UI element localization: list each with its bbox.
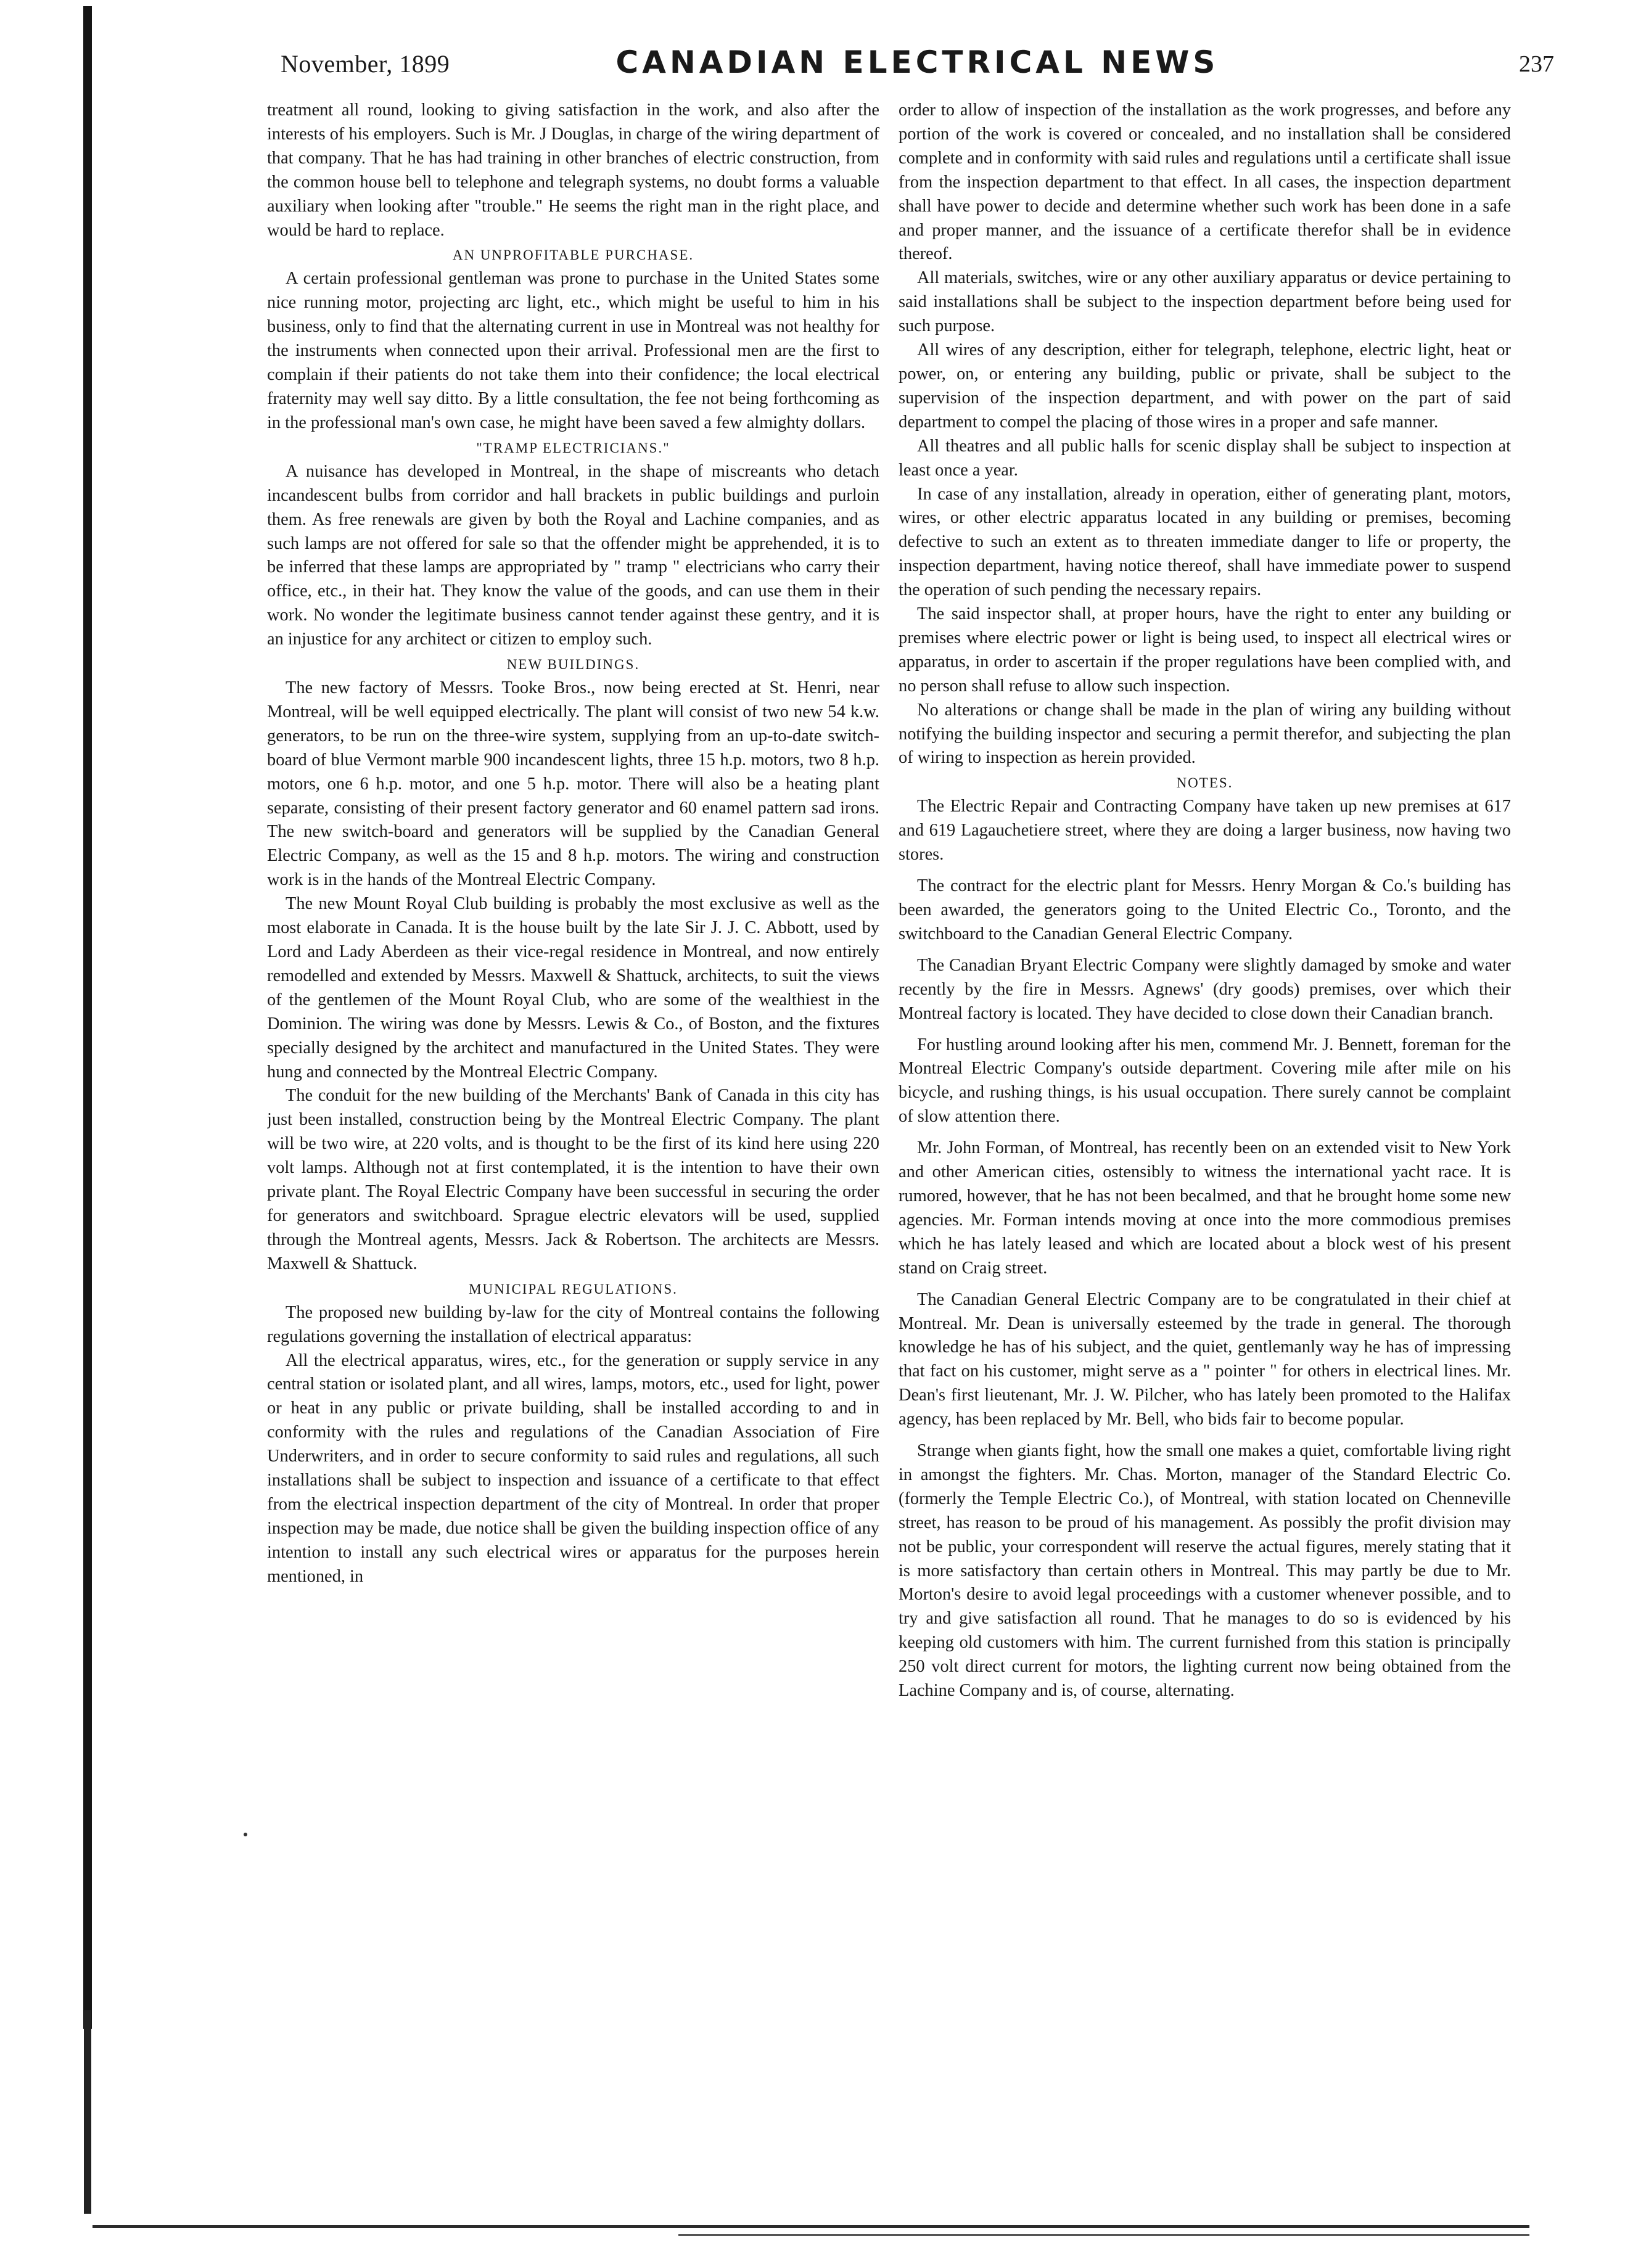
news-note: Strange when giants fight, how the small one makes a quiet, comfortable living right in amongst the fighters. Mr. Chas. Morton, manager of the Standard Electric Co. (formerly the Temple Electric Co.), of Montreal, with station located on Chenneville street, has reason to be proud of his management. As possibly the profit division may not be public, your correspondent will reserve the actual figures, merely stating that it is more satisfactory than certain others in Montreal. This may partly be due to Mr. Morton's desire to avoid legal proceedings with a customer whenever possible, and to try and give satisfaction all round. That he manages to do so is evidenced by his keeping old customers with him. The current furnished from this station is principally 250 volt direct current for motors, the lighting current now being obtained from the Lachine Company and is, of course, alternating. <box>899 1441 1511 1701</box>
news-note: For hustling around looking after his men, commend Mr. J. Bennett, foreman for the Montreal Electric Company's outside department. Covering mile after mile on his bicycle, and rushing things, is his usual occupation. There surely cannot be complaint of slow attention there. <box>899 1035 1511 1127</box>
news-note: The Electric Repair and Contracting Company have taken up new premises at 617 and 619 Lagauchetiere street, where they are doing a larger business, now having two stores. <box>899 797 1511 865</box>
section-heading: "TRAMP ELECTRICIANS." <box>476 440 670 456</box>
news-note: The Canadian General Electric Company are to be congratulated in their chief at Montreal. Mr. Dean is universally esteemed by the trade in general. The thorough knowledge he has of his subject, and the quiet, gentlemanly way he has of impressing that fact on his customer, might serve as a " pointer " for others in electrical lines. Mr. Dean's first lieutenant, Mr. J. W. Pilcher, who has lately been promoted to the Halifax agency, has been replaced by Mr. Bell, who bids fair to become popular. <box>899 1289 1511 1429</box>
section-heading: AN UNPROFITABLE PURCHASE. <box>452 247 694 263</box>
margin-mark <box>244 1833 247 1836</box>
paragraph: The said inspector shall, at proper hours, have the right to enter any building or premises where electric power or light is being used, to inspect all electrical wires or apparatus, in order to ascertain if the proper regulations have been complied with, and no person shall refuse to allow such inspection. <box>899 604 1511 696</box>
paragraph: All the electrical apparatus, wires, etc., for the generation or supply service in any central station or isolated plant, and all wires, lamps, motors, etc., used for light, power or heat in any public or private building, shall be installed according to and in conformity with the rules and regulations of the Canadian Association of Fire Underwriters, and in order to secure conformity to said rules and regulations, all such installations shall be subject to inspection and issuance of a certificate to that effect from the electrical inspection department of the city of Montreal. In order that proper inspection may be made, due notice shall be given the building inspection office of any intention to install any such electrical wires or apparatus for the purposes herein mentioned, in <box>267 1350 879 1586</box>
paragraph: The new Mount Royal Club building is probably the most exclusive as well as the most elaborate in Canada. It is the house built by the late Sir J. J. C. Abbott, used by Lord and Lady Aberdeen as their vice-regal residence in Montreal, and now entirely remodelled and extended by Messrs. Maxwell & Shattuck, architects, to suit the views of the gentlemen of the Mount Royal Club, who are some of the wealthiest in the Dominion. The wiring was done by Messrs. Lewis & Co., of Boston, and the fixtures specially designed by the architect and manufactured in the United States. They were hung and connected by the Montreal Electric Company. <box>267 894 879 1082</box>
bottom-rule-secondary <box>678 2234 1529 2236</box>
paragraph: All materials, switches, wire or any other auxiliary apparatus or device pertaining to said installations shall be subject to the inspection department before being used for such purpose. <box>899 268 1511 336</box>
binding-edge <box>83 6 92 2029</box>
paragraph: treatment all round, looking to giving satisfaction in the work, and also after the interests of his employers. Such is Mr. J Douglas, in charge of the wiring department of that company. That he has had training in other branches of electric construction, from the common house bell to telephone and telegraph systems, no doubt forms a valuable auxiliary when looking after "trouble." He seems the right man in the right place, and would be hard to replace. <box>267 101 879 240</box>
spacer <box>899 1281 1511 1288</box>
spacer <box>899 947 1511 954</box>
spacer <box>899 1026 1511 1033</box>
issue-date: November, 1899 <box>281 50 450 78</box>
paragraph: All wires of any description, either for telegraph, telephone, electric light, heat or power, on, or entering any building, public or private, shall be subject to the supervision of the inspection department, and with power on the part of said department to compel the placing of those wires in a proper and safe manner. <box>899 340 1511 432</box>
right-column <box>899 99 1511 2010</box>
news-note: Mr. John Forman, of Montreal, has recently been on an extended visit to New York and other American cities, ostensibly to witness the international yacht race. It is rumored, however, that he has not been becalmed, and that he brought home some new agencies. Mr. Forman intends moving at once into the more commodious premises which he has lately leased and which are located about a block west of his present stand on Craig street. <box>899 1138 1511 1278</box>
spacer <box>899 1129 1511 1136</box>
masthead-title: CANADIAN ELECTRICAL NEWS <box>615 44 1219 80</box>
binding-edge-lower <box>84 2010 91 2214</box>
section-heading: NEW BUILDINGS. <box>506 657 640 673</box>
page-header <box>281 44 1554 88</box>
paragraph: A nuisance has developed in Montreal, in the shape of miscreants who detach incandescent bulbs from corridor and hall brackets in public buildings and purloin them. As free renewals are given by both the Royal and Lachine companies, and as such lamps are not offered for sale so that the offender might be apprehended, it is to be inferred that these lamps are appropriated by " tramp " electricians who carry their office, etc., in their hat. They know the value of the goods, and can use them in their work. No wonder the legitimate business cannot tender against these gentry, and it is an injustice for any architect or citizen to employ such. <box>267 461 879 649</box>
page-number: 237 <box>1519 51 1554 77</box>
spacer <box>899 1432 1511 1439</box>
paragraph: A certain professional gentleman was prone to purchase in the United States some nice running motor, projecting arc light, etc., which might be useful to him in his business, only to find that the alternating current in use in Montreal was not healthy for the instruments when connected upon their arrival. Professional men are the first to complain if their patients do not take them into their confidence; the local electrical fraternity may well say ditto. By a little consultation, the fee not being forthcoming as in the professional man's own case, he might have been saved a few almighty dollars. <box>267 269 879 432</box>
paragraph: The conduit for the new building of the Merchants' Bank of Canada in this city has just been installed, construction being by the Montreal Electric Company. The plant will be two wire, at 220 volts, and is thought to be the first of its kind here using 220 volt lamps. Although not at first contemplated, it is the intention to have their own private plant. The Royal Electric Company have been successful in securing the order for generators and switchboard. Sprague electric elevators will be used, supplied through the Montreal agents, Messrs. Jack & Robertson. The architects are Messrs. Maxwell & Shattuck. <box>267 1086 879 1273</box>
paragraph: order to allow of inspection of the installation as the work progresses, and before any portion of the work is covered or concealed, and no installation shall be considered complete and in conformity with said rules and regulations until a certificate shall issue from the inspection department to that effect. In all cases, the inspection department shall have power to decide and determine whether such work has been done in a safe and proper manner, and the issuance of a certificate therefor shall be in evidence thereof. <box>899 101 1511 264</box>
paragraph: The proposed new building by-law for the city of Montreal contains the following regulations governing the installation of electrical apparatus: <box>267 1302 879 1346</box>
left-column <box>267 99 879 2010</box>
paragraph: The new factory of Messrs. Tooke Bros., now being erected at St. Henri, near Montreal, will be well equipped electrically. The plant will consist of two new 54 k.w. generators, to be run on the three-wire system, supplying from an up-to-date switch-board of blue Vermont marble 900 incandescent lights, three 15 h.p. motors, two 8 h.p. motors, one 6 h.p. motor, and one 5 h.p. motor. There will also be a heating plant separate, consisting of their present factory generator and 60 enamel pattern sad irons. The new switch-board and generators will be supplied by the Canadian General Electric Company, as well as the 15 and 8 h.p. motors. The wiring and construction work is in the hands of the Montreal Electric Company. <box>267 678 879 890</box>
paragraph: In case of any installation, already in operation, either of generating plant, motors, wires, or other electric apparatus located in any building or premises, becoming defective to such an extent as to threaten immediate danger to life or property, the inspection department, having notice thereof, shall have immediate power to suspend the operation of such pending the necessary repairs. <box>899 484 1511 600</box>
paragraph: No alterations or change shall be made in the plan of wiring any building without notifying the building inspector and securing a permit therefor, and subjecting the plan of wiring to inspection as herein provided. <box>899 700 1511 768</box>
news-note: The contract for the electric plant for Messrs. Henry Morgan & Co.'s building has been awarded, the generators going to the United Electric Co., Toronto, and the switchboard to the Canadian General Electric Company. <box>899 876 1511 943</box>
bottom-rule <box>93 2225 1529 2228</box>
spacer <box>899 867 1511 874</box>
news-note: The Canadian Bryant Electric Company were slightly damaged by smoke and water recently by the fire in Messrs. Agnews' (dry goods) premises, over which their Montreal factory is located. They have decided to close down their Canadian branch. <box>899 955 1511 1023</box>
paragraph: All theatres and all public halls for scenic display shall be subject to inspection at least once a year. <box>899 436 1511 480</box>
section-heading: NOTES. <box>1176 775 1233 791</box>
section-heading: MUNICIPAL REGULATIONS. <box>469 1281 678 1297</box>
